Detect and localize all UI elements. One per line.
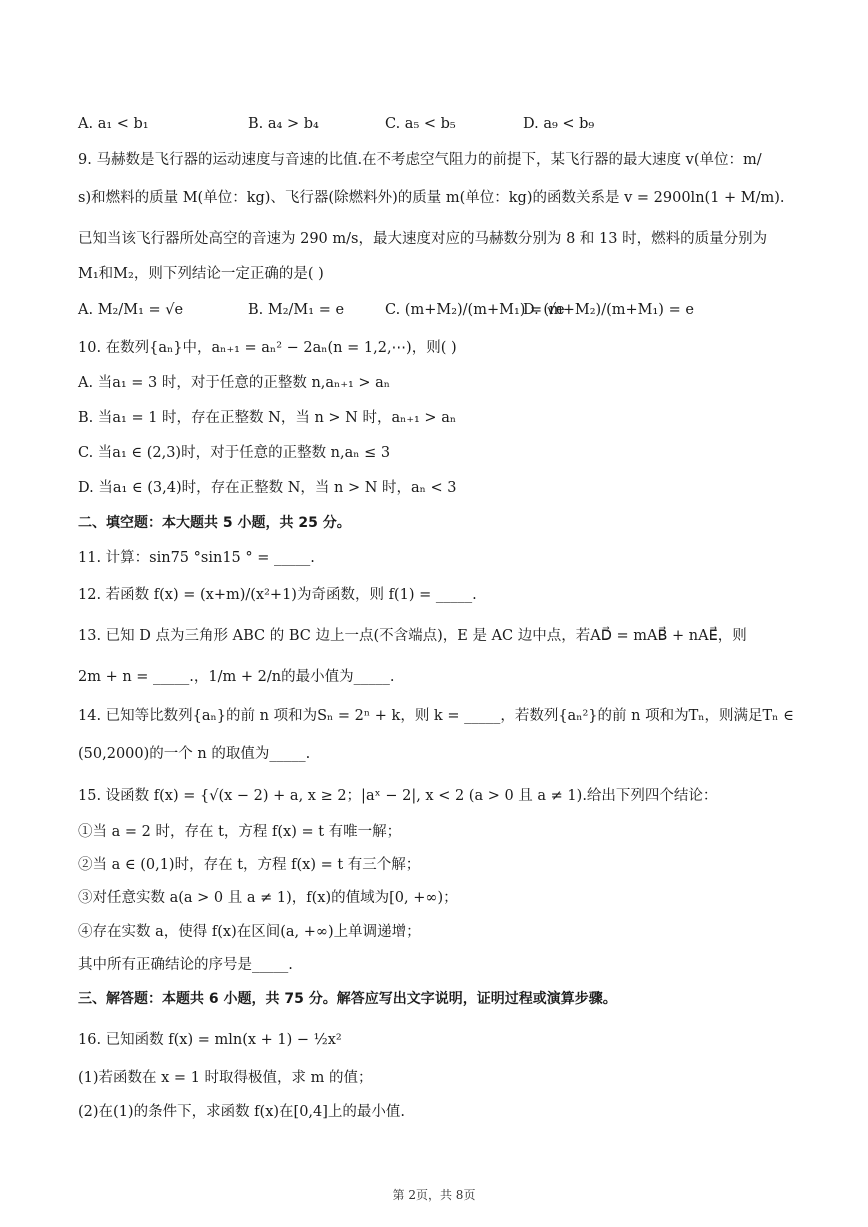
q8-option-d: D. a₉ < b₉ bbox=[523, 116, 595, 132]
q14-line-1: 14. 已知等比数列{aₙ}的前 n 项和为Sₙ = 2ⁿ + k，则 k = _____，若数列{aₙ²}的前 n 项和为Tₙ，则满足Tₙ ∈ bbox=[78, 708, 794, 724]
q9-option-a: A. M₂/M₁ = √e bbox=[78, 302, 184, 318]
q8-option-c: C. a₅ < b₅ bbox=[385, 116, 456, 132]
q9-option-d: D. (m+M₂)/(m+M₁) = e bbox=[523, 302, 694, 318]
q16-stem: 16. 已知函数 f(x) = mln(x + 1) − ½x² bbox=[78, 1032, 342, 1048]
q10-option-c: C. 当a₁ ∈ (2,3)时，对于任意的正整数 n,aₙ ≤ 3 bbox=[78, 445, 391, 461]
q10-stem: 10. 在数列{aₙ}中，aₙ₊₁ = aₙ² − 2aₙ(n = 1,2,⋯)，则( ) bbox=[78, 340, 457, 356]
q10-option-a: A. 当a₁ = 3 时，对于任意的正整数 n,aₙ₊₁ > aₙ bbox=[78, 375, 391, 391]
q16-part-2: (2)在(1)的条件下，求函数 f(x)在[0,4]上的最小值. bbox=[78, 1104, 406, 1120]
q16-part-1: (1)若函数在 x = 1 时取得极值，求 m 的值； bbox=[78, 1070, 373, 1086]
q11: 11. 计算：sin75 °sin15 ° = _____. bbox=[78, 550, 315, 566]
q12: 12. 若函数 f(x) = (x+m)/(x²+1)为奇函数，则 f(1) = _____. bbox=[78, 587, 477, 603]
q8-option-b: B. a₄ > b₄ bbox=[248, 116, 319, 132]
section-2-heading: 二、填空题：本大题共 5 小题，共 25 分。 bbox=[78, 515, 351, 531]
q15-conclusion-4: ④存在实数 a，使得 f(x)在区间(a, +∞)上单调递增； bbox=[78, 924, 421, 940]
q10-option-b: B. 当a₁ = 1 时，存在正整数 N，当 n > N 时，aₙ₊₁ > aₙ bbox=[78, 410, 457, 426]
q15-ask: 其中所有正确结论的序号是_____. bbox=[78, 957, 293, 973]
q15-conclusion-1: ①当 a = 2 时，存在 t，方程 f(x) = t 有唯一解； bbox=[78, 824, 402, 840]
q9-option-c: C. (m+M₂)/(m+M₁) = √e bbox=[385, 302, 565, 318]
q9-line-3: 已知当该飞行器所处高空的音速为 290 m/s，最大速度对应的马赫数分别为 8 和 13 时，燃料的质量分别为 bbox=[78, 231, 768, 247]
q13-line-2: 2m + n = _____.，1/m + 2/n的最小值为_____. bbox=[78, 669, 395, 685]
q9-option-b: B. M₂/M₁ = e bbox=[248, 302, 345, 318]
q9-line-2: s)和燃料的质量 M(单位：kg)、飞行器(除燃料外)的质量 m(单位：kg)的函数关系是 v = 2900ln(1 + M/m). bbox=[78, 190, 785, 206]
q9-line-1: 9. 马赫数是飞行器的运动速度与音速的比值.在不考虑空气阻力的前提下，某飞行器的最大速度 v(单位：m/ bbox=[78, 152, 762, 168]
q8-option-a: A. a₁ < b₁ bbox=[78, 116, 149, 132]
q10-option-d: D. 当a₁ ∈ (3,4)时，存在正整数 N，当 n > N 时，aₙ < 3 bbox=[78, 480, 457, 496]
q9-line-4: M₁和M₂，则下列结论一定正确的是( ) bbox=[78, 266, 324, 282]
q14-line-2: (50,2000)的一个 n 的取值为_____. bbox=[78, 746, 311, 762]
q15-stem: 15. 设函数 f(x) = {√(x − 2) + a, x ≥ 2；|aˣ − 2|, x < 2 (a > 0 且 a ≠ 1).给出下列四个结论： bbox=[78, 788, 718, 804]
q15-conclusion-3: ③对任意实数 a(a > 0 且 a ≠ 1)，f(x)的值域为[0, +∞)； bbox=[78, 890, 458, 906]
q15-conclusion-2: ②当 a ∈ (0,1)时，存在 t，方程 f(x) = t 有三个解； bbox=[78, 857, 421, 873]
q13-line-1: 13. 已知 D 点为三角形 ABC 的 BC 边上一点(不含端点)，E 是 AC 边中点，若AD⃗ = mAB⃗ + nAE⃗，则 bbox=[78, 628, 747, 644]
section-3-heading: 三、解答题：本题共 6 小题，共 75 分。解答应写出文字说明，证明过程或演算步骤。 bbox=[78, 991, 617, 1007]
page-footer: 第 2页，共 8页 bbox=[392, 1188, 476, 1202]
